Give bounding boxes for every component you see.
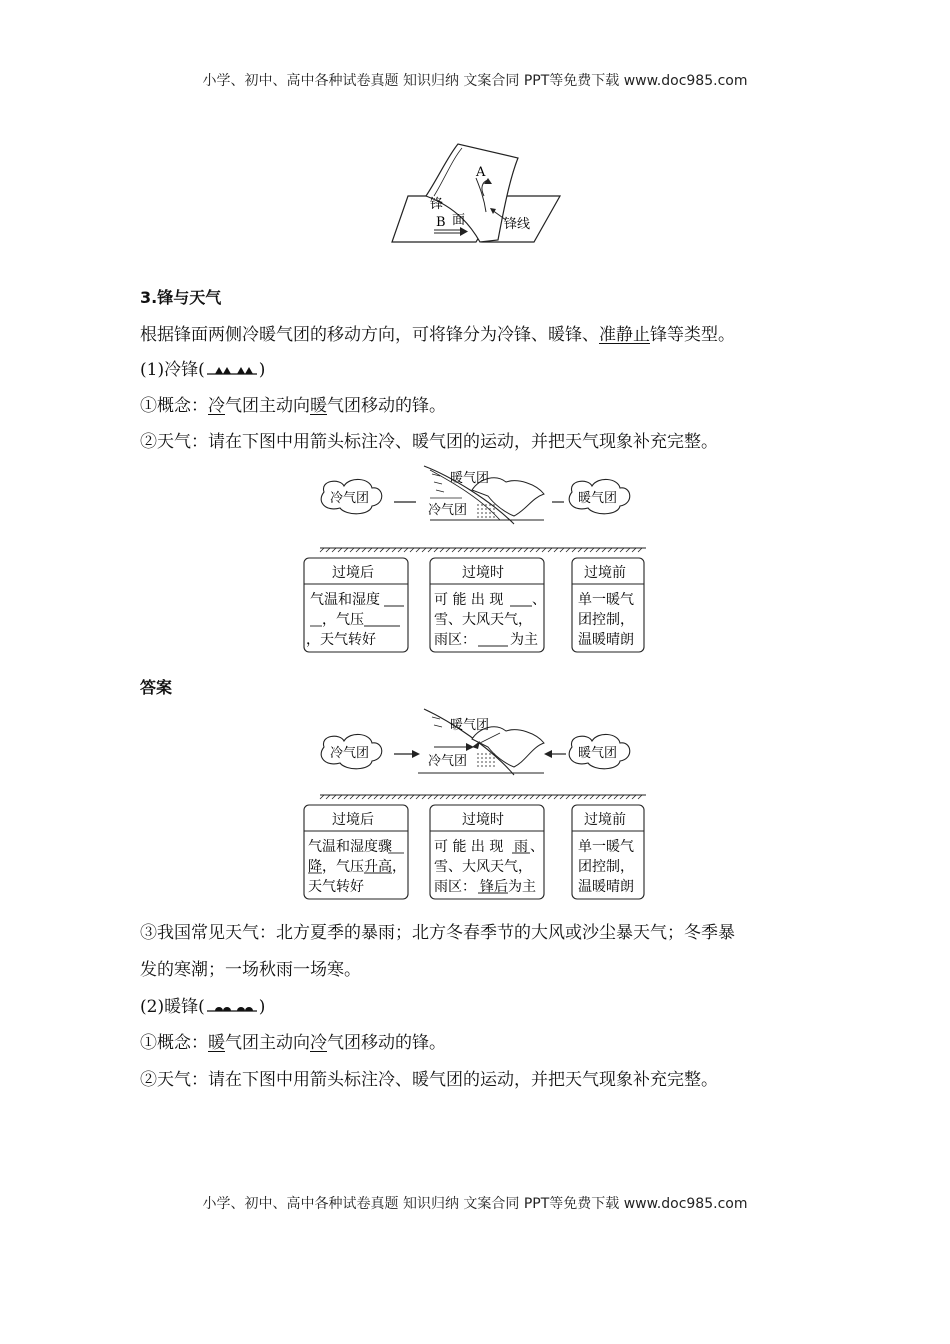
- warm-front-symbol: [205, 999, 259, 1013]
- answer-label: 答案: [140, 678, 173, 697]
- a-during-l3a: 雨区：: [434, 879, 476, 895]
- question-cold-inner-label: 冷气团: [428, 503, 468, 518]
- answer-cold-air-label: 冷气团: [330, 746, 370, 761]
- answer-warm-inner-label: 暖气团: [450, 718, 490, 733]
- a-during-l1c: 、: [530, 839, 544, 855]
- cold-front-answer-diagram: [300, 705, 660, 905]
- q-after-title: 过境后: [332, 565, 374, 581]
- fig1-label-feng: 锋: [430, 197, 444, 212]
- a-during-l2: 雪、大风天气，: [434, 859, 532, 875]
- a-before-title: 过境前: [584, 812, 626, 828]
- a-after-l1: 气温和湿度骤: [308, 839, 392, 855]
- cold-front-title: (1)冷锋( ): [140, 360, 266, 380]
- question-cold-air-label: 冷气团: [330, 491, 370, 506]
- a-during-l1a: 可 能 出 现: [434, 839, 504, 855]
- a-after-l3: 天气转好: [308, 879, 364, 895]
- q-before-l3: 温暖晴朗: [578, 632, 634, 648]
- a-during-l3b: 锋后: [480, 879, 508, 895]
- q-during-l2: 雪、大风天气，: [434, 612, 532, 628]
- warm-weather-instruction: ②天气：请在下图中用箭头标注冷、暖气团的运动，并把天气现象补充完整。: [140, 1070, 718, 1090]
- a-before-l1: 单一暖气: [578, 839, 634, 855]
- q-during-l1b: 、: [532, 592, 546, 608]
- q-after-l2: ，气压: [322, 612, 364, 628]
- question-warm-inner-label: 暖气团: [450, 471, 490, 486]
- q-during-l3a: 雨区：: [434, 632, 476, 648]
- fig1-label-fengxian: 锋线: [504, 217, 531, 232]
- a-after-l2b: ，气压: [322, 859, 364, 875]
- q-after-l3: ，天气转好: [306, 632, 376, 648]
- a-after-l2a: 降: [308, 859, 322, 875]
- warm-front-title: (2)暖锋( ): [140, 997, 266, 1017]
- answer-warm-air-label: 暖气团: [578, 746, 618, 761]
- section-title: 3.锋与天气: [140, 288, 222, 307]
- a-before-l3: 温暖晴朗: [578, 879, 634, 895]
- q-during-l3b: 为主: [510, 632, 538, 648]
- a-after-l2d: ，: [392, 859, 406, 875]
- fig1-label-a: A: [476, 165, 486, 180]
- fig1-label-b: B: [436, 215, 446, 230]
- front-surface-figure: [388, 138, 568, 246]
- intro-paragraph: 根据锋面两侧冷暖气团的移动方向，可将锋分为冷锋、暖锋、准静止锋等类型。: [140, 325, 735, 345]
- cold-front-question-diagram: [300, 460, 660, 660]
- a-during-l1b: 雨: [514, 839, 528, 855]
- q-during-title: 过境时: [462, 565, 504, 581]
- a-after-l2c: 升高: [364, 859, 392, 875]
- cold-weather-instruction: ②天气：请在下图中用箭头标注冷、暖气团的运动，并把天气现象补充完整。: [140, 432, 718, 452]
- page-footer: 小学、初中、高中各种试卷真题 知识归纳 文案合同 PPT等免费下载 www.doc985.com: [202, 1196, 748, 1212]
- cold-concept: ①概念：冷气团主动向暖气团移动的锋。: [140, 396, 446, 416]
- a-during-title: 过境时: [462, 812, 504, 828]
- fig1-label-mian: 面: [452, 213, 466, 228]
- cold-front-symbol: [205, 362, 259, 376]
- a-during-l3c: 为主: [508, 879, 536, 895]
- question-warm-air-label: 暖气团: [578, 491, 618, 506]
- china-weather-line2: 发的寒潮；一场秋雨一场寒。: [140, 960, 361, 980]
- answer-cold-inner-label: 冷气团: [428, 754, 468, 769]
- china-weather-line1: ③我国常见天气：北方夏季的暴雨；北方冬春季节的大风或沙尘暴天气；冬季暴: [140, 923, 735, 943]
- a-before-l2: 团控制，: [578, 859, 634, 875]
- q-before-title: 过境前: [584, 565, 626, 581]
- q-before-l1: 单一暖气: [578, 592, 634, 608]
- a-after-title: 过境后: [332, 812, 374, 828]
- q-before-l2: 团控制，: [578, 612, 634, 628]
- q-after-l1: 气温和湿度: [310, 592, 380, 608]
- q-during-l1: 可 能 出 现: [434, 592, 504, 608]
- page-header: 小学、初中、高中各种试卷真题 知识归纳 文案合同 PPT等免费下载 www.doc985.com: [202, 73, 748, 89]
- warm-concept: ①概念：暖气团主动向冷气团移动的锋。: [140, 1033, 446, 1053]
